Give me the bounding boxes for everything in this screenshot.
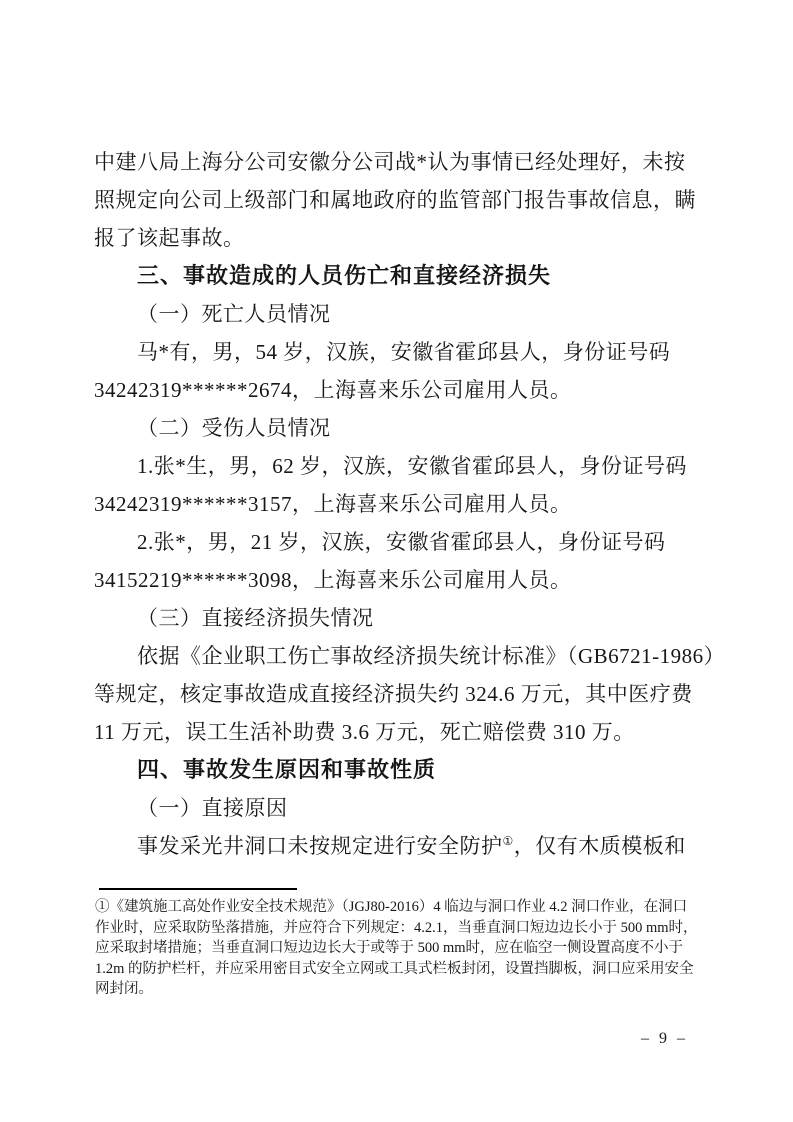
body-line: 马*有，男，54 岁，汉族，安徽省霍邱县人，身份证号码 — [137, 340, 671, 364]
subsection-heading-economic-loss: （三）直接经济损失情况 — [137, 606, 374, 630]
body-line — [94, 827, 706, 865]
section-heading-causes: 四、事故发生原因和事故性质 — [137, 757, 437, 782]
body-line: 2.张*，男，21 岁，汉族，安徽省霍邱县人，身份证号码 — [137, 530, 666, 554]
footnote-line: 1.2m 的防护栏杆，并应采用密目式安全立网或工具式栏板封闭，设置挡脚板，洞口应采用安全 — [95, 960, 694, 977]
footnote-line: ①《建筑施工高处作业安全技术规范》（JGJ80-2016）4 临边与洞口作业 4.2 洞口作业，在洞口 — [95, 899, 688, 915]
section-heading-casualties: 三、事故造成的人员伤亡和直接经济损失 — [137, 263, 552, 288]
body-line: 照规定向公司上级部门和属地政府的监管部门报告事故信息，瞒 — [94, 188, 696, 212]
body-line: 依据《企业职工伤亡事故经济损失统计标准》（GB6721-1986） — [137, 644, 726, 668]
footnote-reference-marker: ① — [502, 834, 514, 848]
body-line: 34242319******3157，上海喜来乐公司雇用人员。 — [94, 492, 572, 516]
body-line: 中建八局上海分公司安徽分公司战*认为事情已经处理好，未按 — [94, 150, 686, 174]
body-line: 34152219******3098，上海喜来乐公司雇用人员。 — [94, 568, 572, 592]
footnote-line: 网封闭。 — [95, 981, 153, 997]
body-line: 34242319******2674，上海喜来乐公司雇用人员。 — [94, 378, 572, 402]
body-line: 报了该起事故。 — [94, 226, 245, 250]
subsection-heading-direct-cause: （一）直接原因 — [137, 796, 288, 820]
footnote-line: 作业时，应采取防坠落措施，并应符合下列规定：4.2.1，当垂直洞口短边边长小于 500 mm时， — [95, 919, 698, 936]
footnote — [95, 897, 713, 1000]
footnote-line: 应采取封堵措施；当垂直洞口短边边长大于或等于 500 mm时，应在临空一侧设置高度不小于 — [95, 940, 684, 956]
footnote-separator — [99, 888, 297, 890]
document-body — [94, 143, 726, 865]
subsection-heading-injuries: （二）受伤人员情况 — [137, 416, 331, 440]
subsection-heading-deaths: （一）死亡人员情况 — [137, 302, 331, 326]
body-line: 等规定，核定事故造成直接经济损失约 324.6 万元，其中医疗费 — [94, 682, 693, 706]
body-line-text: 事发采光井洞口未按规定进行安全防护 — [137, 834, 503, 858]
body-line: 1.张*生，男，62 岁，汉族，安徽省霍邱县人，身份证号码 — [137, 454, 687, 478]
page-number: – 9 – — [641, 1030, 688, 1047]
body-line: 11 万元，误工生活补助费 3.6 万元，死亡赔偿费 310 万。 — [94, 720, 635, 744]
body-line-text: ，仅有木质模板和 — [513, 834, 686, 858]
